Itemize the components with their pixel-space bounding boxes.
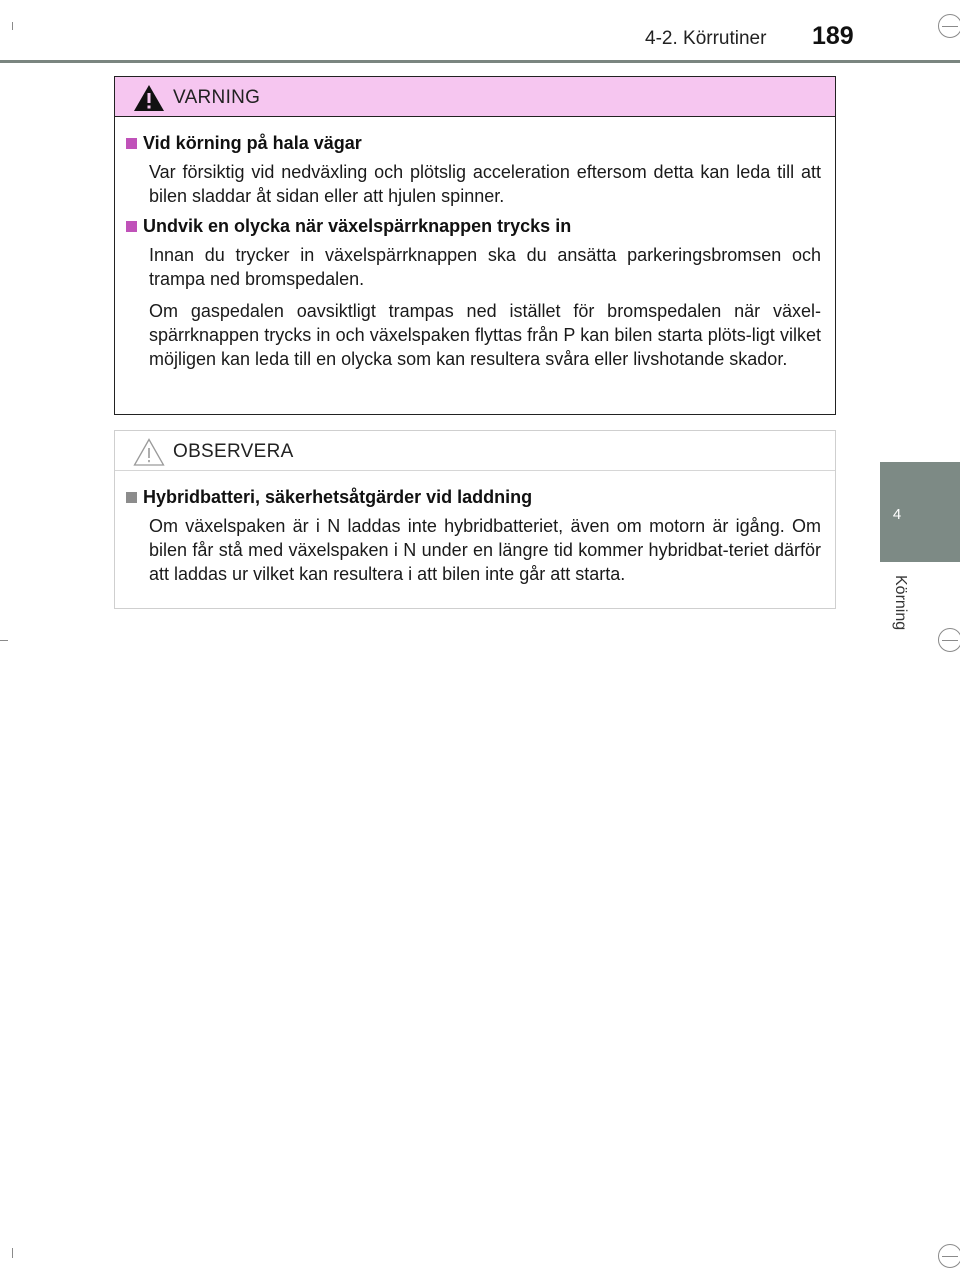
header-divider: [0, 60, 960, 63]
warning-paragraph: Om gaspedalen oavsiktligt trampas ned istället för bromspedalen när växel-spärrknappen trycks in och växelspaken flyttas från P kan bilen starta plöts-ligt vilket möjligen kan leda till en olycka som kan resultera svåra eller livshotande skador.: [149, 301, 821, 369]
crop-mark: [12, 1248, 13, 1258]
caution-triangle-icon: [132, 437, 166, 467]
warning-box: [114, 76, 836, 415]
warning-item: [125, 133, 821, 208]
square-bullet-icon: [126, 138, 137, 149]
warning-title: VARNING: [173, 87, 261, 108]
square-bullet-icon: [126, 221, 137, 232]
square-bullet-icon: [126, 492, 137, 503]
notice-title: OBSERVERA: [173, 441, 294, 462]
notice-body: [115, 471, 835, 586]
chapter-number: 4: [892, 506, 902, 523]
heading-text: Hybridbatteri, säkerhetsåtgärder vid laddning: [143, 487, 533, 507]
page-number: 189: [812, 22, 854, 50]
notice-header: [115, 431, 835, 471]
heading-text: Undvik en olycka när växelspärrknappen trycks in: [143, 216, 572, 236]
heading-text: Vid körning på hala vägar: [143, 133, 362, 153]
section-title: 4-2. Körrutiner: [645, 28, 767, 49]
notice-item-heading: [125, 487, 821, 508]
notice-item: [125, 487, 821, 586]
warning-header: [115, 77, 835, 117]
notice-paragraph: Om växelspaken är i N laddas inte hybridbatteriet, även om motorn är igång. Om bilen får stå med växelspaken i N under en längre tid kommer hybridbat-teriet därför att laddas ur vilket kan resultera i att bilen inte går att starta.: [149, 516, 821, 584]
chapter-label: [881, 575, 911, 645]
warning-item: [125, 216, 821, 371]
warning-paragraph: Innan du trycker in växelspärrknappen ska du ansätta parkeringsbromsen och trampa ned bromspedalen.: [149, 245, 821, 289]
warning-paragraph: Var försiktig vid nedväxling och plötslig acceleration eftersom detta kan leda till att bilen sladdar åt sidan eller att hjulen spinner.: [149, 162, 821, 206]
chapter-label-text: Körning: [892, 575, 909, 631]
crop-mark-circle: [938, 1244, 960, 1268]
warning-body: [115, 117, 835, 371]
chapter-tab: [880, 462, 960, 562]
warning-item-heading: [125, 216, 821, 237]
notice-box: [114, 430, 836, 609]
page-header: [0, 0, 960, 62]
warning-item-heading: [125, 133, 821, 154]
warning-triangle-icon: [132, 83, 166, 113]
crop-mark-circle: [938, 628, 960, 652]
crop-mark: [0, 640, 8, 641]
